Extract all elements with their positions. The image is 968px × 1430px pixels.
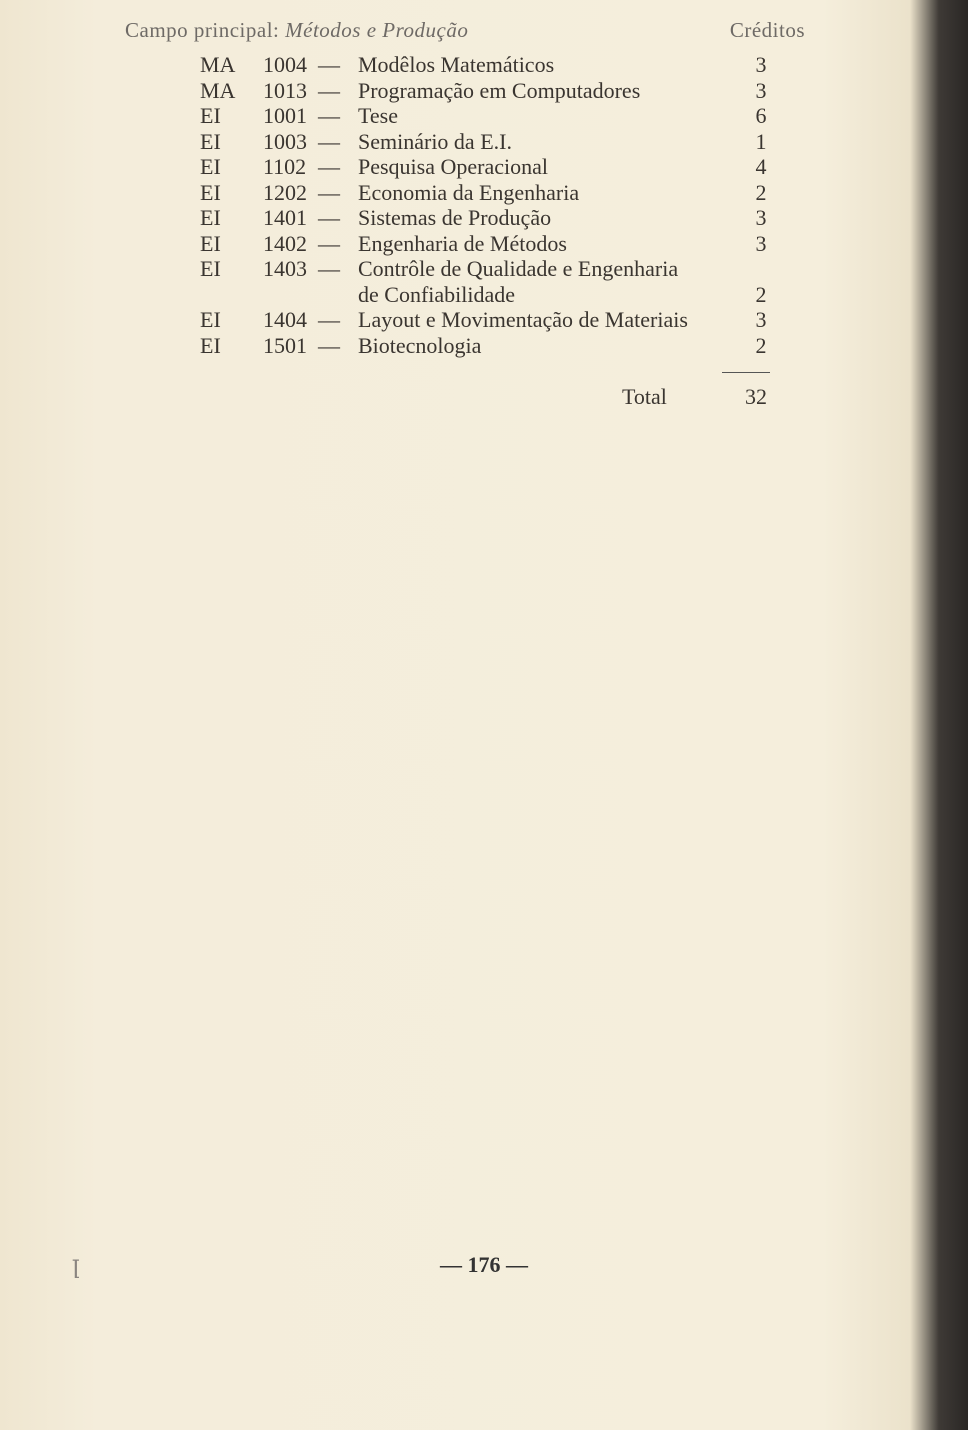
course-dept: EI <box>200 256 221 281</box>
course-number: 1013 <box>263 77 307 103</box>
total-label: Total <box>622 384 667 409</box>
course-dash: — <box>318 52 340 77</box>
course-list <box>0 52 968 358</box>
course-dept: MA <box>200 77 236 103</box>
course-number: 1404 <box>263 307 307 332</box>
course-credits: 2 <box>755 332 767 358</box>
course-row <box>0 103 968 129</box>
course-dash: — <box>318 77 340 103</box>
course-row <box>0 180 968 206</box>
course-row <box>0 129 968 155</box>
course-number: 1401 <box>263 205 307 230</box>
course-credits: 3 <box>755 77 767 103</box>
course-number: 1004 <box>263 52 307 77</box>
course-title: Sistemas de Produção <box>358 205 552 230</box>
course-dash: — <box>318 307 340 332</box>
course-dept: EI <box>200 332 221 358</box>
course-title: Economia da Engenharia <box>358 179 580 205</box>
course-dash: — <box>318 154 340 179</box>
campo-value: Métodos e Produção <box>285 18 469 42</box>
course-row <box>0 52 968 78</box>
course-title: Tese <box>358 103 398 128</box>
course-credits: 3 <box>755 52 767 77</box>
page-number: — 176 — <box>440 1252 528 1277</box>
course-dash: — <box>318 230 340 256</box>
course-row <box>0 78 968 104</box>
total-value: 32 <box>745 384 767 409</box>
course-number: 1402 <box>263 230 307 256</box>
course-number: 1403 <box>263 256 307 281</box>
course-row <box>0 333 968 359</box>
course-row <box>0 256 968 282</box>
course-dash: — <box>318 128 340 154</box>
course-credits: 3 <box>755 230 767 256</box>
course-row <box>0 154 968 180</box>
course-number: 1102 <box>263 154 307 179</box>
course-number: 1001 <box>263 103 307 128</box>
course-title: de Confiabilidade <box>358 281 516 307</box>
table-header <box>125 18 805 46</box>
course-credits: 1 <box>755 128 767 154</box>
course-row <box>0 231 968 257</box>
course-credits: 2 <box>755 179 767 205</box>
course-dash: — <box>318 103 340 128</box>
course-title: Programação em Computadores <box>358 77 641 103</box>
course-credits: 3 <box>755 307 767 332</box>
course-title: Seminário da E.I. <box>358 128 512 154</box>
creditos-column-heading: Créditos <box>729 18 805 42</box>
course-row <box>0 307 968 333</box>
course-dept: EI <box>200 307 221 332</box>
course-number: 1501 <box>263 332 307 358</box>
margin-mark-icon: ꞁ <box>72 1252 80 1278</box>
total-rule <box>722 372 770 373</box>
course-credits: 2 <box>755 281 767 307</box>
course-title: Contrôle de Qualidade e Engenharia <box>358 256 679 281</box>
course-title: Modêlos Matemáticos <box>358 52 555 77</box>
course-dept: EI <box>200 179 221 205</box>
course-dash: — <box>318 179 340 205</box>
course-dash: — <box>318 205 340 230</box>
course-dash: — <box>318 256 340 281</box>
course-credits: 3 <box>755 205 767 230</box>
course-title: Pesquisa Operacional <box>358 154 548 179</box>
campo-principal-heading <box>125 18 468 43</box>
course-number: 1202 <box>263 179 307 205</box>
course-dept: MA <box>200 52 236 77</box>
course-title: Engenharia de Métodos <box>358 230 567 256</box>
course-title: Biotecnologia <box>358 332 482 358</box>
course-dept: EI <box>200 205 221 230</box>
course-dept: EI <box>200 103 221 128</box>
course-credits: 6 <box>755 103 767 128</box>
course-title: Layout e Movimentação de Materiais <box>358 307 688 332</box>
course-dash: — <box>318 332 340 358</box>
course-credits: 4 <box>755 154 767 179</box>
course-dept: EI <box>200 128 221 154</box>
course-row <box>0 205 968 231</box>
campo-label: Campo principal: <box>125 18 280 42</box>
course-dept: EI <box>200 154 221 179</box>
course-row-continuation <box>0 282 968 308</box>
course-number: 1003 <box>263 128 307 154</box>
course-dept: EI <box>200 230 221 256</box>
